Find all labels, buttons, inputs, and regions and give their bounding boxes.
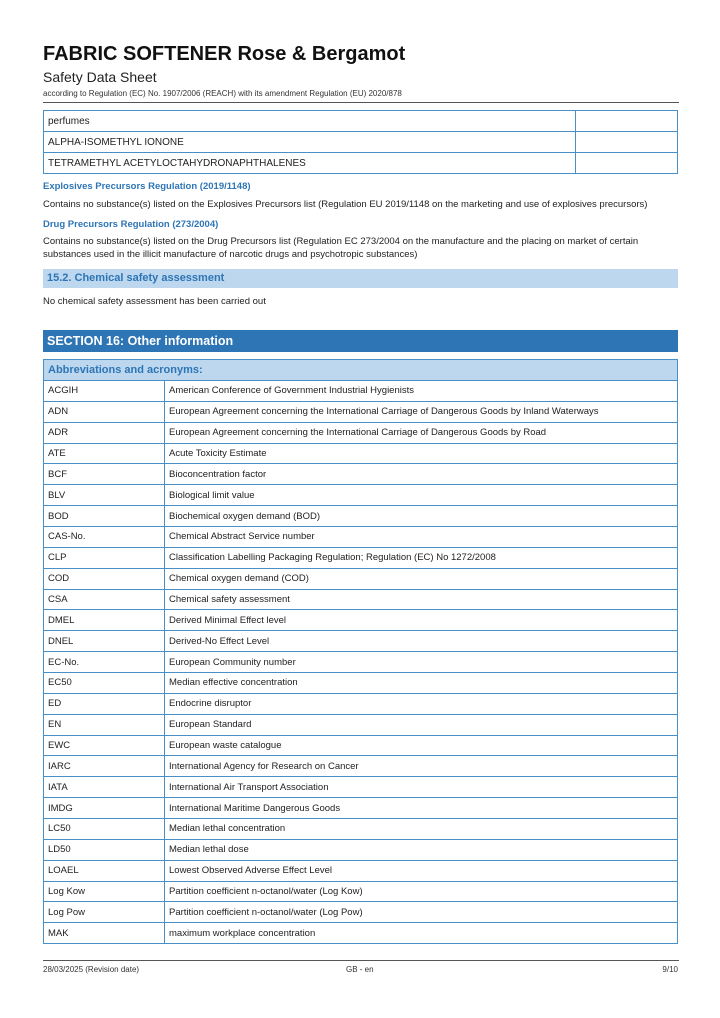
abbreviation-description: International Air Transport Association [165, 777, 678, 798]
abbreviation-description: Biological limit value [165, 485, 678, 506]
abbreviation: ED [44, 693, 165, 714]
abbreviation: LD50 [44, 839, 165, 860]
table-row [44, 547, 678, 568]
abbreviation-description: Acute Toxicity Estimate [165, 443, 678, 464]
abbreviation: EWC [44, 735, 165, 756]
document-header [43, 42, 679, 99]
abbreviation: CLP [44, 547, 165, 568]
abbreviation-description: International Maritime Dangerous Goods [165, 798, 678, 819]
drugs-heading: Drug Precursors Regulation (273/2004) [43, 219, 219, 230]
table-row [44, 381, 678, 402]
table-row [44, 798, 678, 819]
explosives-text: Contains no substance(s) listed on the Explosives Precursors list (Regulation EU 2019/1148 on the marketing and use of explosives precursors) [43, 199, 648, 210]
table-row [44, 735, 678, 756]
abbreviation-description: Chemical oxygen demand (COD) [165, 568, 678, 589]
abbreviation: DMEL [44, 610, 165, 631]
abbreviation: DNEL [44, 631, 165, 652]
abbreviation-description: European Standard [165, 714, 678, 735]
abbreviation-description: European Agreement concerning the International Carriage of Dangerous Goods by Road [165, 422, 678, 443]
abbreviation-description: Median lethal concentration [165, 819, 678, 840]
header-divider [43, 102, 679, 103]
table-row [44, 443, 678, 464]
abbreviation-description: Biochemical oxygen demand (BOD) [165, 506, 678, 527]
footer-page-number: 9/10 [662, 965, 678, 974]
footer-divider [43, 960, 679, 961]
abbreviation: ADR [44, 422, 165, 443]
abbreviation: CAS-No. [44, 527, 165, 548]
abbreviation-description: Median effective concentration [165, 673, 678, 694]
table-row [44, 693, 678, 714]
table-row [44, 631, 678, 652]
table-row [44, 485, 678, 506]
abbreviation-description: Chemical Abstract Service number [165, 527, 678, 548]
abbreviation-description: American Conference of Government Industrial Hygienists [165, 381, 678, 402]
abbreviations-heading: Abbreviations and acronyms: [44, 360, 678, 381]
table-row [44, 527, 678, 548]
abbreviation-description: International Agency for Research on Cancer [165, 756, 678, 777]
abbreviation-description: Chemical safety assessment [165, 589, 678, 610]
document-subtitle: Safety Data Sheet [43, 69, 157, 85]
abbreviation: MAK [44, 923, 165, 944]
table-row [44, 589, 678, 610]
abbreviation: CSA [44, 589, 165, 610]
table-row [44, 819, 678, 840]
table-row [44, 652, 678, 673]
abbreviation: ATE [44, 443, 165, 464]
abbreviation: EN [44, 714, 165, 735]
abbreviations-header-row [44, 360, 678, 381]
chemical-safety-text: No chemical safety assessment has been carried out [43, 296, 266, 307]
abbreviation: EC50 [44, 673, 165, 694]
abbreviation: Log Kow [44, 881, 165, 902]
abbreviation-description: Bioconcentration factor [165, 464, 678, 485]
abbreviation-description: Partition coefficient n-octanol/water (Log Pow) [165, 902, 678, 923]
abbreviation: IATA [44, 777, 165, 798]
document-title: FABRIC SOFTENER Rose & Bergamot [43, 43, 406, 65]
table-row [44, 506, 678, 527]
ingredient-row [44, 132, 678, 153]
abbreviation-description: Median lethal dose [165, 839, 678, 860]
abbreviation-description: European waste catalogue [165, 735, 678, 756]
table-row [44, 902, 678, 923]
ingredient-value [576, 132, 678, 153]
ingredient-value [576, 153, 678, 174]
footer-language: GB - en [346, 965, 374, 974]
abbreviation: COD [44, 568, 165, 589]
table-row [44, 881, 678, 902]
abbreviation: Log Pow [44, 902, 165, 923]
ingredient-row [44, 111, 678, 132]
table-row [44, 673, 678, 694]
table-row [44, 756, 678, 777]
ingredient-name: TETRAMETHYL ACETYLOCTAHYDRONAPHTHALENES [44, 153, 576, 174]
ingredient-row [44, 153, 678, 174]
ingredient-value [576, 111, 678, 132]
table-row [44, 923, 678, 944]
table-row [44, 860, 678, 881]
document-regulation: according to Regulation (EC) No. 1907/2006 (REACH) with its amendment Regulation (EU) 2020/878 [43, 89, 402, 98]
abbreviation: ADN [44, 401, 165, 422]
abbreviation: BCF [44, 464, 165, 485]
table-row [44, 464, 678, 485]
drugs-text: Contains no substance(s) listed on the Drug Precursors list (Regulation EC 273/2004 on the manufacture and the placing on market of certain substances used in the illicit manufacture of narcotic drugs and psychotropic substances) [43, 236, 639, 260]
abbreviation: IARC [44, 756, 165, 777]
table-row [44, 401, 678, 422]
abbreviation: BOD [44, 506, 165, 527]
ingredients-table [43, 110, 678, 174]
ingredient-name: ALPHA-ISOMETHYL IONONE [44, 132, 576, 153]
abbreviation-description: Derived Minimal Effect level [165, 610, 678, 631]
abbreviation-description: European Community number [165, 652, 678, 673]
abbreviation: LOAEL [44, 860, 165, 881]
footer-revision-date: 28/03/2025 (Revision date) [43, 965, 140, 974]
abbreviation-description: Derived-No Effect Level [165, 631, 678, 652]
table-row [44, 777, 678, 798]
abbreviation-description: Endocrine disruptor [165, 693, 678, 714]
table-row [44, 714, 678, 735]
abbreviation-description: Classification Labelling Packaging Regulation; Regulation (EC) No 1272/2008 [165, 547, 678, 568]
abbreviation: BLV [44, 485, 165, 506]
abbreviation: EC-No. [44, 652, 165, 673]
table-row [44, 839, 678, 860]
abbreviation-description: Lowest Observed Adverse Effect Level [165, 860, 678, 881]
table-row [44, 568, 678, 589]
abbreviation: LC50 [44, 819, 165, 840]
ingredient-name: perfumes [44, 111, 576, 132]
abbreviation-description: European Agreement concerning the International Carriage of Dangerous Goods by Inland Waterways [165, 401, 678, 422]
chemical-safety-heading: 15.2. Chemical safety assessment [43, 269, 678, 288]
abbreviation-description: Partition coefficient n-octanol/water (Log Kow) [165, 881, 678, 902]
abbreviation-description: maximum workplace concentration [165, 923, 678, 944]
table-row [44, 422, 678, 443]
explosives-heading: Explosives Precursors Regulation (2019/1148) [43, 181, 251, 192]
abbreviation: ACGIH [44, 381, 165, 402]
section16-heading: SECTION 16: Other information [43, 330, 678, 352]
table-row [44, 610, 678, 631]
abbreviations-table [43, 359, 678, 944]
abbreviation: IMDG [44, 798, 165, 819]
